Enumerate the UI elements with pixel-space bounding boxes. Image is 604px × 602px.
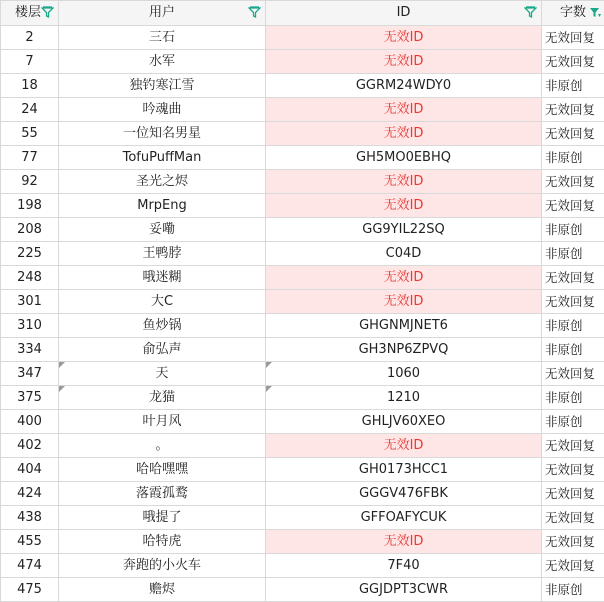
id-column-header[interactable] [266, 1, 542, 26]
floor-cell[interactable]: 198 [1, 194, 59, 218]
type-cell[interactable]: 无效回复 [542, 170, 604, 194]
user-cell[interactable]: 妥嘞 [59, 218, 266, 242]
type-cell[interactable]: 非原创 [542, 74, 604, 98]
id-cell[interactable]: 无效ID [266, 290, 542, 314]
user-cell[interactable]: 哈特虎 [59, 530, 266, 554]
user-cell[interactable]: 水军 [59, 50, 266, 74]
id-cell[interactable]: 无效ID [266, 530, 542, 554]
type-cell[interactable]: 无效回复 [542, 194, 604, 218]
id-cell[interactable]: GGRM24WDY0 [266, 74, 542, 98]
user-cell[interactable]: 叶月风 [59, 410, 266, 434]
type-column-header[interactable] [542, 1, 604, 26]
type-cell[interactable]: 非原创 [542, 242, 604, 266]
id-cell[interactable]: GFFOAFYCUK [266, 506, 542, 530]
type-cell[interactable]: 无效回复 [542, 506, 604, 530]
table-row [1, 122, 604, 146]
type-cell[interactable]: 非原创 [542, 146, 604, 170]
table-row [1, 50, 604, 74]
id-cell[interactable]: GG9YIL22SQ [266, 218, 542, 242]
floor-cell[interactable]: 7 [1, 50, 59, 74]
user-cell[interactable]: 奔跑的小火车 [59, 554, 266, 578]
floor-cell[interactable]: 424 [1, 482, 59, 506]
table-row [1, 170, 604, 194]
header-row [1, 1, 604, 26]
table-row [1, 482, 604, 506]
user-cell[interactable]: 。 [59, 434, 266, 458]
id-cell[interactable]: GHGNMJNET6 [266, 314, 542, 338]
type-cell[interactable]: 无效回复 [542, 98, 604, 122]
id-cell[interactable]: 无效ID [266, 434, 542, 458]
id-cell[interactable]: 无效ID [266, 50, 542, 74]
table-row [1, 554, 604, 578]
id-cell[interactable]: C04D [266, 242, 542, 266]
table-body [1, 26, 604, 602]
user-cell[interactable]: MrpEng [59, 194, 266, 218]
type-cell[interactable]: 无效回复 [542, 122, 604, 146]
user-cell[interactable]: 大C [59, 290, 266, 314]
type-cell[interactable]: 非原创 [542, 338, 604, 362]
user-cell[interactable]: 哈哈嘿嘿 [59, 458, 266, 482]
user-cell[interactable]: 赡烬 [59, 578, 266, 602]
table-row [1, 434, 604, 458]
type-cell[interactable]: 无效回复 [542, 266, 604, 290]
id-cell[interactable]: 无效ID [266, 194, 542, 218]
floor-cell[interactable]: 455 [1, 530, 59, 554]
floor-cell[interactable]: 208 [1, 218, 59, 242]
table-row [1, 314, 604, 338]
floor-cell[interactable]: 55 [1, 122, 59, 146]
table-row [1, 26, 604, 50]
floor-cell[interactable]: 310 [1, 314, 59, 338]
type-cell[interactable]: 无效回复 [542, 458, 604, 482]
floor-cell[interactable]: 77 [1, 146, 59, 170]
floor-column-header[interactable] [1, 1, 59, 26]
id-cell[interactable]: GH5MO0EBHQ [266, 146, 542, 170]
type-cell[interactable]: 非原创 [542, 578, 604, 602]
user-cell[interactable]: 一位知名男星 [59, 122, 266, 146]
id-cell[interactable]: GGJDPT3CWR [266, 578, 542, 602]
user-cell[interactable]: TofuPuffMan [59, 146, 266, 170]
user-cell[interactable]: 吟魂曲 [59, 98, 266, 122]
table-row [1, 290, 604, 314]
filter-active-icon[interactable] [589, 6, 602, 19]
id-cell[interactable]: GH3NP6ZPVQ [266, 338, 542, 362]
table-row [1, 338, 604, 362]
floor-cell[interactable]: 474 [1, 554, 59, 578]
table-row [1, 506, 604, 530]
floor-cell[interactable]: 18 [1, 74, 59, 98]
table-row [1, 194, 604, 218]
column-header-label: 用户 [149, 1, 175, 25]
floor-cell[interactable]: 475 [1, 578, 59, 602]
floor-cell[interactable]: 404 [1, 458, 59, 482]
id-cell[interactable]: GGGV476FBK [266, 482, 542, 506]
id-cell[interactable]: 无效ID [266, 170, 542, 194]
type-cell[interactable]: 无效回复 [542, 362, 604, 386]
user-cell[interactable]: 哦迷糊 [59, 266, 266, 290]
user-cell[interactable]: 鱼炒锅 [59, 314, 266, 338]
id-cell[interactable]: 无效ID [266, 122, 542, 146]
type-cell[interactable]: 无效回复 [542, 554, 604, 578]
id-cell[interactable]: 无效ID [266, 26, 542, 50]
floor-cell[interactable]: 402 [1, 434, 59, 458]
user-cell[interactable]: 王鸭脖 [59, 242, 266, 266]
user-cell[interactable]: 俞弘声 [59, 338, 266, 362]
table-row [1, 98, 604, 122]
type-cell[interactable]: 无效回复 [542, 26, 604, 50]
user-column-header[interactable] [59, 1, 266, 26]
table-row [1, 74, 604, 98]
user-cell[interactable]: 三石 [59, 26, 266, 50]
table-row [1, 146, 604, 170]
table-row [1, 410, 604, 434]
type-cell[interactable]: 非原创 [542, 386, 604, 410]
table-row [1, 362, 604, 386]
table-row [1, 530, 604, 554]
floor-cell[interactable]: 301 [1, 290, 59, 314]
id-cell[interactable]: 无效ID [266, 266, 542, 290]
type-cell[interactable]: 无效回复 [542, 482, 604, 506]
user-cell[interactable]: 落霞孤鹜 [59, 482, 266, 506]
floor-cell[interactable]: 248 [1, 266, 59, 290]
type-cell[interactable]: 非原创 [542, 314, 604, 338]
type-cell[interactable]: 无效回复 [542, 434, 604, 458]
table-row [1, 242, 604, 266]
type-cell[interactable]: 无效回复 [542, 50, 604, 74]
floor-cell[interactable]: 2 [1, 26, 59, 50]
column-header-label: 字数 [560, 1, 586, 25]
filter-icon[interactable] [41, 6, 54, 19]
id-cell[interactable]: 1210 [266, 386, 542, 410]
filter-icon[interactable] [248, 6, 261, 19]
id-cell[interactable]: GH0173HCC1 [266, 458, 542, 482]
id-cell[interactable]: 无效ID [266, 98, 542, 122]
floor-cell[interactable]: 225 [1, 242, 59, 266]
floor-cell[interactable]: 92 [1, 170, 59, 194]
floor-cell[interactable]: 347 [1, 362, 59, 386]
table-row [1, 266, 604, 290]
floor-cell[interactable]: 24 [1, 98, 59, 122]
id-cell[interactable]: GHLJV60XEO [266, 410, 542, 434]
floor-cell[interactable]: 438 [1, 506, 59, 530]
table-row [1, 218, 604, 242]
user-cell[interactable]: 独钓寒江雪 [59, 74, 266, 98]
type-cell[interactable]: 无效回复 [542, 290, 604, 314]
user-cell[interactable]: 哦提了 [59, 506, 266, 530]
id-cell[interactable]: 7F40 [266, 554, 542, 578]
filter-icon[interactable] [524, 6, 537, 19]
table-row [1, 458, 604, 482]
id-cell[interactable]: 1060 [266, 362, 542, 386]
floor-cell[interactable]: 334 [1, 338, 59, 362]
user-cell[interactable]: 圣光之烬 [59, 170, 266, 194]
type-cell[interactable]: 非原创 [542, 218, 604, 242]
user-cell[interactable]: 天 [59, 362, 266, 386]
floor-cell[interactable]: 400 [1, 410, 59, 434]
user-cell[interactable]: 龙猫 [59, 386, 266, 410]
floor-cell[interactable]: 375 [1, 386, 59, 410]
table-row [1, 386, 604, 410]
table-row [1, 578, 604, 602]
column-header-label: ID [397, 1, 411, 25]
type-cell[interactable]: 无效回复 [542, 530, 604, 554]
type-cell[interactable]: 非原创 [542, 410, 604, 434]
column-header-label: 楼层 [15, 1, 41, 25]
